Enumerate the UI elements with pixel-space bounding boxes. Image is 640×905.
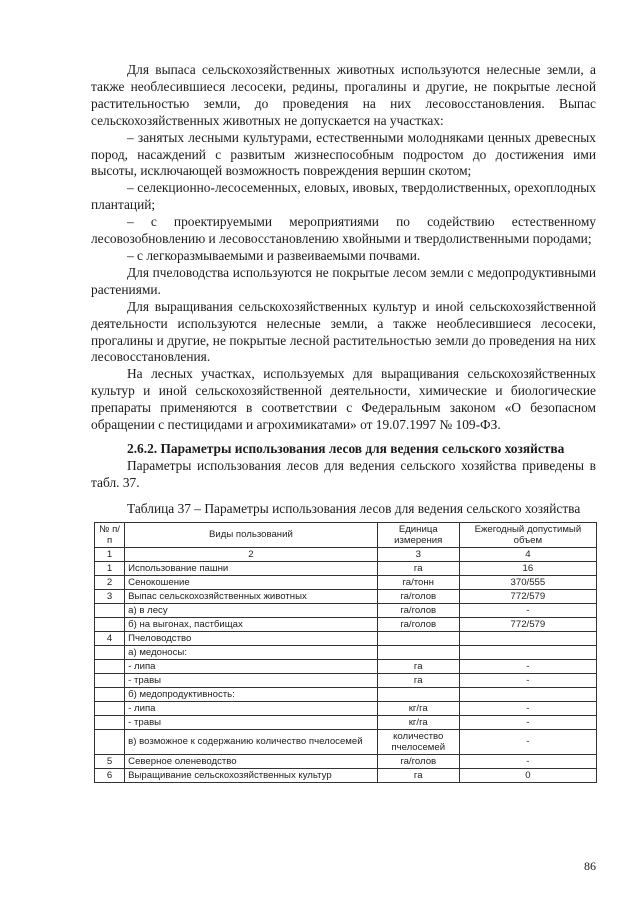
- row-number: 6: [95, 768, 125, 782]
- row-number: [95, 715, 125, 729]
- row-unit: [377, 631, 459, 645]
- row-usage-type: - травы: [125, 715, 378, 729]
- row-number: [95, 603, 125, 617]
- paragraph-pesticides: На лесных участках, используемых для выращивания сельскохозяйственных культур и иной сельскохозяйственной деятельности, химические и биологические препараты применяются в соответствии с Федеральным законом «О безопасном обращении с пестицидами и агрохимикатами» от 19.07.1997 № 109-ФЗ.: [91, 366, 596, 433]
- row-number: 4: [95, 631, 125, 645]
- column-number-1: 1: [95, 547, 125, 561]
- row-unit: га/тонн: [377, 575, 459, 589]
- table-row: [95, 659, 597, 673]
- row-volume: [459, 631, 596, 645]
- row-unit: га: [377, 561, 459, 575]
- table-row: [95, 701, 597, 715]
- column-number-2: 2: [125, 547, 378, 561]
- row-number: [95, 687, 125, 701]
- row-usage-type: - липа: [125, 659, 378, 673]
- row-unit: га/голов: [377, 603, 459, 617]
- row-volume: 16: [459, 561, 596, 575]
- list-item-soils: – с легкоразмываемыми и развеиваемыми почвами.: [127, 247, 421, 263]
- row-volume: -: [459, 659, 596, 673]
- parameters-table: [94, 522, 597, 783]
- table-row: [95, 768, 597, 782]
- table-row: [95, 754, 597, 768]
- column-number-3: 3: [377, 547, 459, 561]
- table-body: [95, 561, 597, 782]
- row-usage-type: в) возможное к содержанию количество пчелосемей: [125, 729, 378, 754]
- table-row: [95, 617, 597, 631]
- row-usage-type: - травы: [125, 673, 378, 687]
- row-usage-type: а) медоносы:: [125, 645, 378, 659]
- header-annual-volume: Ежегодный допустимый объем: [459, 522, 596, 547]
- table-row: [95, 673, 597, 687]
- table-row: [95, 631, 597, 645]
- row-usage-type: б) медопродуктивность:: [125, 687, 378, 701]
- row-number: [95, 673, 125, 687]
- table-row: [95, 603, 597, 617]
- row-volume: 0: [459, 768, 596, 782]
- row-number: 1: [95, 561, 125, 575]
- row-usage-type: Выращивание сельскохозяйственных культур: [125, 768, 378, 782]
- row-unit: га: [377, 659, 459, 673]
- row-volume: -: [459, 754, 596, 768]
- row-volume: 370/555: [459, 575, 596, 589]
- row-unit: га: [377, 673, 459, 687]
- row-number: 2: [95, 575, 125, 589]
- row-number: [95, 617, 125, 631]
- row-number: [95, 645, 125, 659]
- section-heading: 2.6.2. Параметры использования лесов для ведения сельского хозяйства: [127, 440, 565, 456]
- list-item-plantations: – селекционно-лесосеменных, еловых, ивовых, твердолиственных, орехоплодных плантаций;: [91, 180, 596, 213]
- row-volume: -: [459, 729, 596, 754]
- row-number: [95, 659, 125, 673]
- table-row: [95, 715, 597, 729]
- row-volume: 772/579: [459, 589, 596, 603]
- row-volume: [459, 687, 596, 701]
- row-usage-type: - липа: [125, 701, 378, 715]
- row-usage-type: Северное оленеводство: [125, 754, 378, 768]
- list-item-reforestation: – с проектируемыми мероприятиями по содействию естественному лесовозобновлению и лесовосстановлению хвойными и твердолиственными породами;: [91, 214, 596, 247]
- row-volume: 772/579: [459, 617, 596, 631]
- row-usage-type: Использование пашни: [125, 561, 378, 575]
- row-unit: га: [377, 768, 459, 782]
- row-unit: га/голов: [377, 754, 459, 768]
- row-number: 5: [95, 754, 125, 768]
- header-number: № п/п: [95, 522, 125, 547]
- row-volume: -: [459, 603, 596, 617]
- row-unit: [377, 645, 459, 659]
- row-usage-type: а) в лесу: [125, 603, 378, 617]
- page-number: 86: [584, 859, 596, 873]
- row-unit: [377, 687, 459, 701]
- row-unit: га/голов: [377, 589, 459, 603]
- table-row: [95, 687, 597, 701]
- row-volume: -: [459, 701, 596, 715]
- row-number: [95, 729, 125, 754]
- row-unit: га/голов: [377, 617, 459, 631]
- table-row: [95, 729, 597, 754]
- row-unit: кг/га: [377, 701, 459, 715]
- header-usage-type: Виды пользований: [125, 522, 378, 547]
- table-column-numbers-row: [95, 547, 597, 561]
- row-usage-type: Выпас сельскохозяйственных животных: [125, 589, 378, 603]
- column-number-4: 4: [459, 547, 596, 561]
- row-usage-type: Пчеловодство: [125, 631, 378, 645]
- section-intro: Параметры использования лесов для ведения сельского хозяйства приведены в табл. 37.: [91, 457, 596, 490]
- row-number: 3: [95, 589, 125, 603]
- header-unit: Единица измерения: [377, 522, 459, 547]
- table-row: [95, 589, 597, 603]
- row-usage-type: б) на выгонах, пастбищах: [125, 617, 378, 631]
- table-row: [95, 575, 597, 589]
- row-unit: кг/га: [377, 715, 459, 729]
- row-number: [95, 701, 125, 715]
- paragraph-crops: Для выращивания сельскохозяйственных культур и иной сельскохозяйственной деятельности используются нелесные земли, а также необлесившиеся лесосеки, прогалины и другие, не покрытые лесной растительностью земли до проведения на них лесовосстановления.: [91, 298, 596, 365]
- table-caption: Таблица 37 – Параметры использования лесов для ведения сельского хозяйства: [127, 500, 581, 516]
- paragraph-beekeeping: Для пчеловодства используются не покрытые лесом земли с медопродуктивными растениями.: [91, 264, 596, 297]
- row-volume: -: [459, 715, 596, 729]
- table-row: [95, 561, 597, 575]
- paragraph-grazing: Для выпаса сельскохозяйственных животных используются нелесные земли, а также необлесившиеся лесосеки, редины, прогалины и другие, не покрытые лесной растительностью земли, до проведения на них лесовосстановления. Выпас сельскохозяйственных животных не допускается на участках:: [91, 62, 596, 128]
- table-row: [95, 645, 597, 659]
- table-header-row: [95, 522, 597, 547]
- row-volume: [459, 645, 596, 659]
- row-volume: -: [459, 673, 596, 687]
- row-unit: количество пчелосемей: [377, 729, 459, 754]
- list-item-forest-crops: – занятых лесными культурами, естественными молодняками ценных древесных пород, насаждений с развитым жизнеспособным подростом до достижения ими высоты, исключающей возможность повреждения вершин скотом;: [91, 129, 596, 179]
- row-usage-type: Сенокошение: [125, 575, 378, 589]
